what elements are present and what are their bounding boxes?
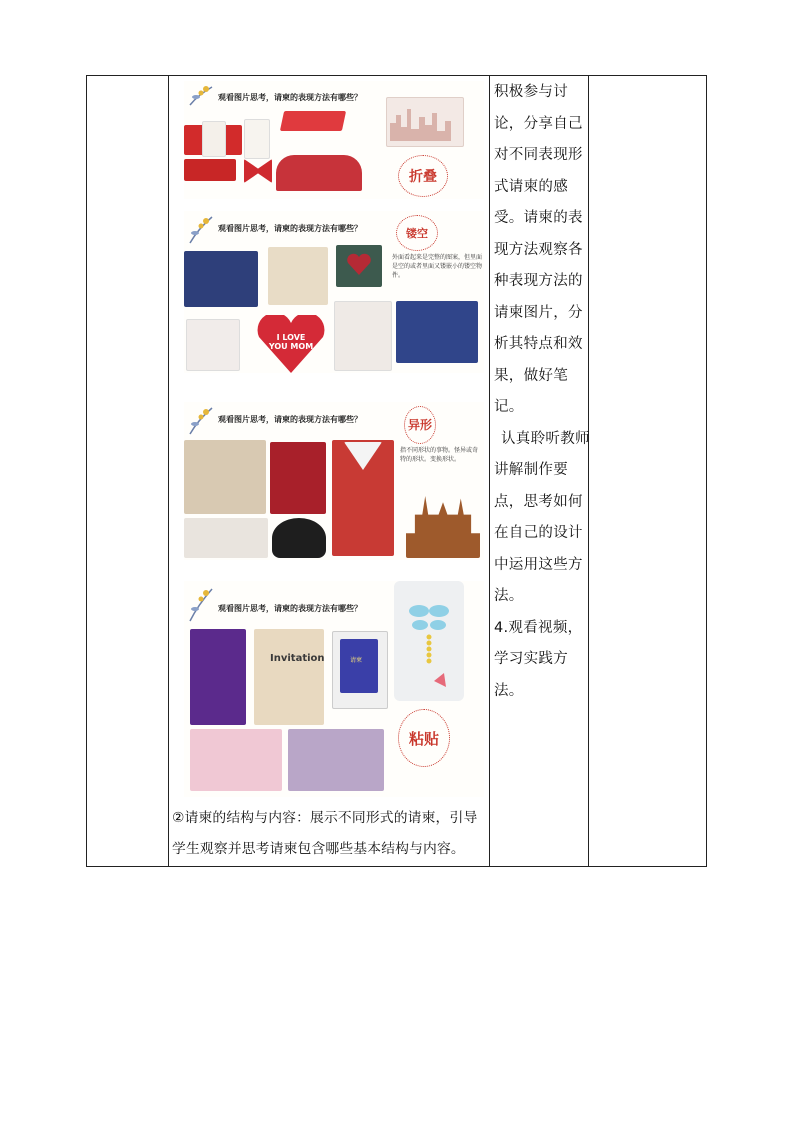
white-card bbox=[244, 119, 270, 159]
white-lace-card bbox=[186, 319, 240, 371]
hollow-note: 外面看起来是完整的图案，但里面是空的或者里面又镂嵌小的镂空物件。 bbox=[392, 254, 483, 279]
invitation-card bbox=[254, 629, 324, 725]
student-activity-column bbox=[494, 76, 592, 707]
red-arch-card bbox=[276, 155, 362, 191]
navy-inner-panel bbox=[340, 639, 378, 693]
image-panel-shaped bbox=[184, 402, 484, 560]
plant-icon bbox=[186, 585, 216, 623]
red-fold-card bbox=[280, 111, 346, 131]
qingjian-text: 请柬 bbox=[350, 657, 363, 664]
heart-card-text: I LOVE YOU MOM bbox=[268, 333, 314, 351]
flower-heart-card bbox=[190, 729, 282, 791]
invitation-text: Invitation bbox=[270, 653, 325, 664]
badge-hollow: 镂空 bbox=[396, 215, 438, 251]
dragonfly-art bbox=[406, 597, 452, 691]
heart-shape bbox=[346, 253, 372, 277]
panel-title: 观看图片思考，请柬的表现方法有哪些？ bbox=[218, 415, 362, 424]
white-shaped-card bbox=[184, 518, 268, 558]
gold-lace-card bbox=[268, 247, 328, 305]
plant-icon bbox=[186, 404, 216, 436]
badge-fold: 折叠 bbox=[398, 155, 448, 197]
cream-scallop-card bbox=[184, 440, 266, 514]
white-lace-gate-card bbox=[334, 301, 392, 371]
red-bow-card bbox=[244, 159, 272, 183]
image-panel-paste bbox=[184, 581, 484, 797]
white-card bbox=[202, 121, 226, 157]
navy-lace-card bbox=[184, 251, 258, 307]
panel-title: 观看图片思考，请柬的表现方法有哪些？ bbox=[218, 93, 362, 102]
structure-content-paragraph: ②请柬的结构与内容：展示不同形式的请柬，引导学生观察并思考请柬包含哪些基本结构与内容。 bbox=[172, 810, 478, 857]
column-divider bbox=[168, 76, 169, 866]
scrapbook-card bbox=[288, 729, 384, 791]
city-silhouette bbox=[390, 103, 458, 141]
panel-title: 观看图片思考，请柬的表现方法有哪些？ bbox=[218, 224, 362, 233]
plant-icon bbox=[186, 213, 216, 245]
red-glitter-card bbox=[270, 442, 326, 514]
badge-paste: 粘贴 bbox=[398, 709, 450, 767]
column-divider bbox=[489, 76, 490, 866]
image-panel-fold bbox=[184, 81, 484, 199]
badge-shaped: 异形 bbox=[404, 406, 436, 444]
mickey-card bbox=[272, 518, 326, 558]
image-panel-hollow bbox=[184, 211, 484, 373]
red-lace-card bbox=[184, 159, 236, 181]
shaped-note: 指不同形状的事物。怪异或奇特的形状。变换形状。 bbox=[400, 447, 479, 463]
navy-popup-card bbox=[396, 301, 478, 363]
lesson-table bbox=[86, 75, 707, 867]
activity-para-3: 4.观看视频，学习实践方法。 bbox=[494, 619, 583, 699]
activity-para-1: 积极参与讨论，分享自己对不同表现形式请柬的感受。请柬的表现方法观察各种表现方法的请柬图片，分析其特点和效果，做好笔记。 bbox=[494, 84, 583, 415]
plant-icon bbox=[186, 83, 216, 107]
panel-title: 观看图片思考，请柬的表现方法有哪些？ bbox=[218, 604, 362, 613]
activity-para-2: 认真聆听教师讲解制作要点，思考如何在自己的设计中运用这些方法。 bbox=[494, 430, 590, 604]
castle-card bbox=[406, 496, 480, 558]
purple-flower-card bbox=[190, 629, 246, 725]
